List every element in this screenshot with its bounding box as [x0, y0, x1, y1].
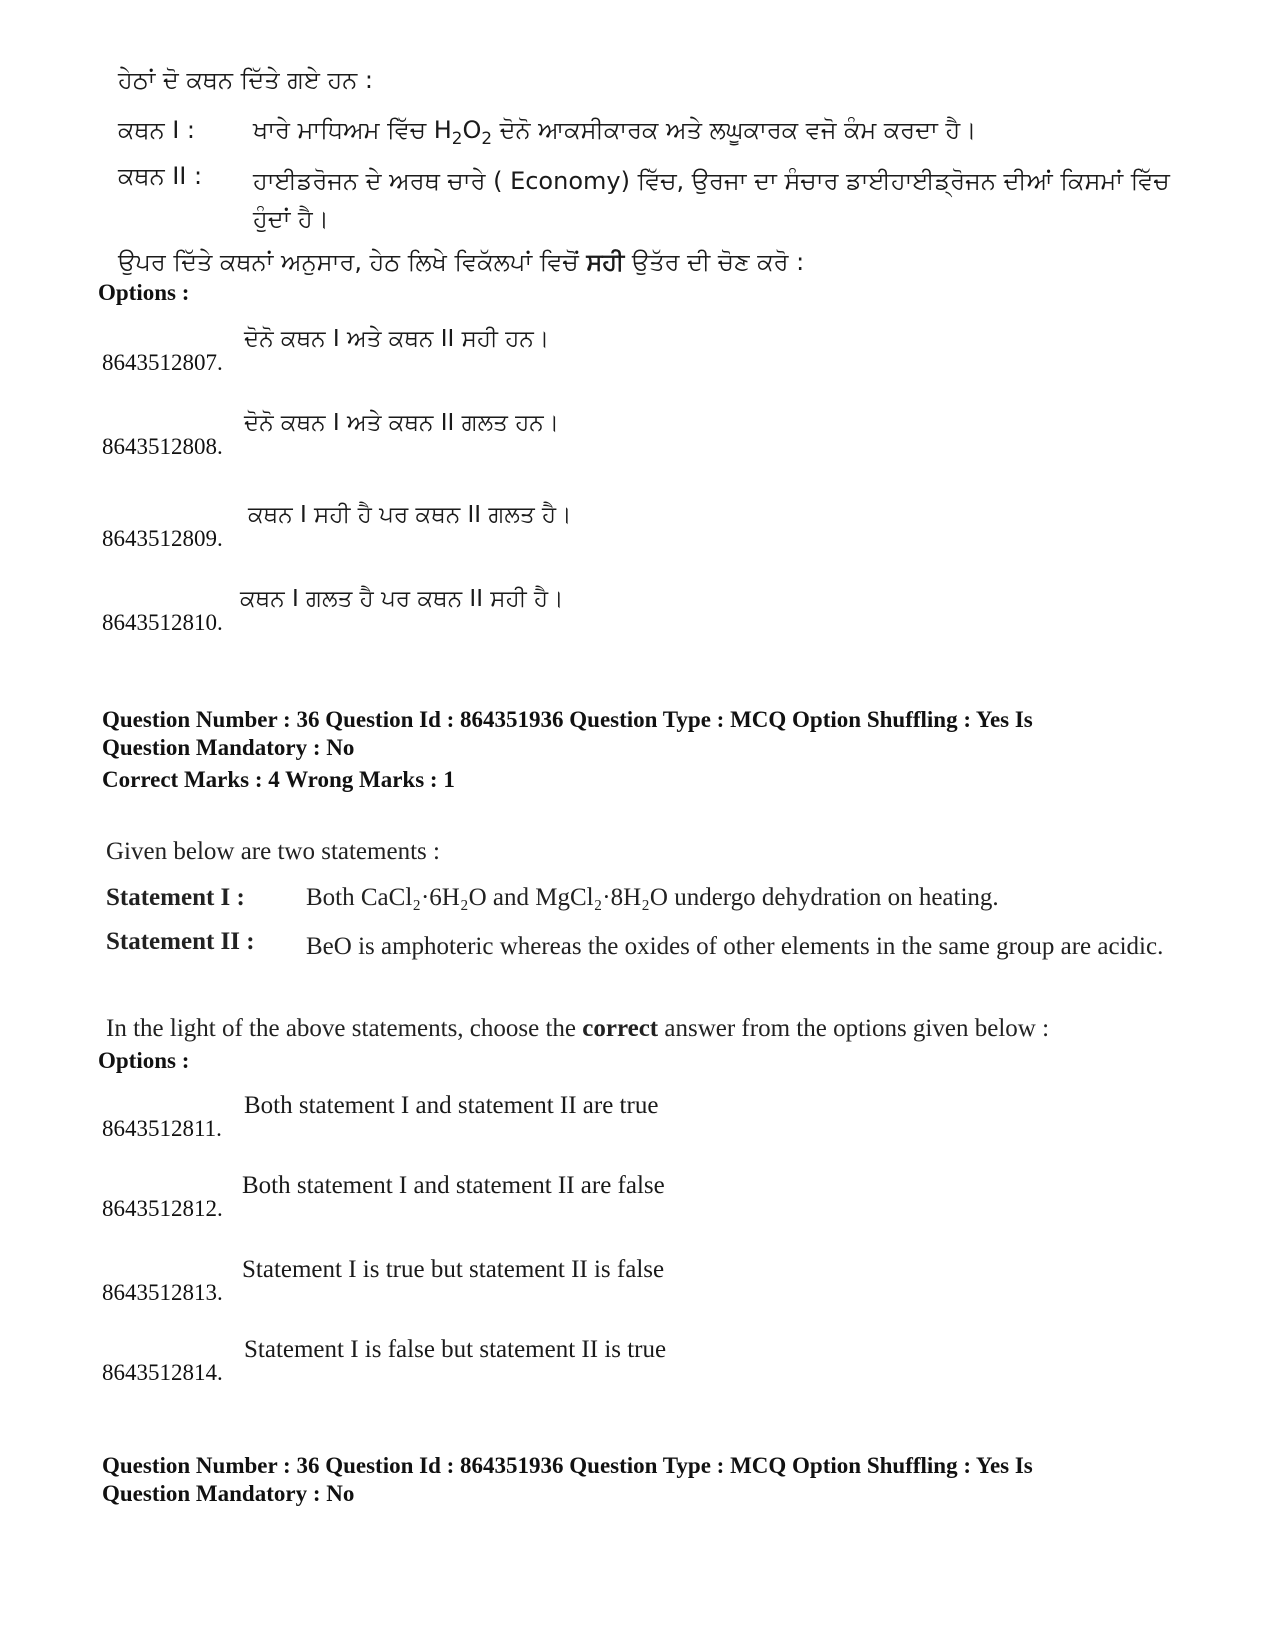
english-statement1-text: Both CaCl₂·6H₂O and MgCl₂·8H₂O undergo dehydration on heating.: [306, 884, 999, 911]
option-row[interactable]: [102, 326, 1202, 376]
punjabi-intro: ਹੇਠਾਂ ਦੋ ਕਥਨ ਦਿੱਤੇ ਗਏ ਹਨ :: [118, 66, 374, 94]
option-text: Both statement I and statement II are true: [244, 1092, 659, 1119]
question-header-line2: Question Mandatory : No: [102, 735, 355, 760]
option-text: ਕਥਨ I ਸਹੀ ਹੈ ਪਰ ਕਥਨ II ਗਲਤ ਹੈ।: [248, 502, 572, 528]
punjabi-statement1-text: ਖਾਰੇ ਮਾਧਿਅਮ ਵਿੱਚ $H_2O_2$ ਦੋਨੋ ਆਕਸੀਕਾਰਕ ਅਤੇ ਲਘੂਕਾਰਕ ਵਜੋ ਕੰਮ ਕਰਦਾ ਹੈ।: [253, 116, 977, 148]
option-id: 8643512812.: [102, 1196, 223, 1221]
option-row[interactable]: [102, 1092, 1202, 1142]
option-text: ਕਥਨ I ਗਲਤ ਹੈ ਪਰ ਕਥਨ II ਸਹੀ ਹੈ।: [240, 586, 564, 612]
question-header-line1: Question Number : 36 Question Id : 864351936 Question Type : MCQ Option Shuffling : Yes Is: [102, 1453, 1033, 1478]
question-header-line1: Question Number : 36 Question Id : 864351936 Question Type : MCQ Option Shuffling : Yes Is: [102, 707, 1033, 732]
question-header: [102, 1452, 1182, 1508]
english-statement2-label: Statement II :: [106, 928, 255, 955]
english-instruction: In the light of the above statements, choose the correct answer from the options given below :: [106, 1015, 1050, 1042]
punjabi-statement2-text: ਹਾਈਡਰੋਜਨ ਦੇ ਅਰਥ ਚਾਰੇ ( Economy) ਵਿੱਚ, ਉਰਜਾ ਦਾ ਸੰਚਾਰ ਡਾਈਹਾਈਡ੍ਰੋਜਨ ਦੀਆਂ ਕਿਸਮਾਂ ਵਿੱਚ ਹੁੰਦਾਂ ਹੈ।: [253, 167, 1170, 233]
question-marks: Correct Marks : 4 Wrong Marks : 1: [102, 767, 455, 792]
option-id: 8643512811.: [102, 1116, 222, 1141]
option-text: Both statement I and statement II are false: [242, 1172, 665, 1199]
option-id: 8643512808.: [102, 434, 223, 459]
question-header-line2: Question Mandatory : No: [102, 1481, 355, 1506]
option-id: 8643512813.: [102, 1280, 223, 1305]
option-id: 8643512814.: [102, 1360, 223, 1385]
option-id: 8643512810.: [102, 610, 223, 635]
english-statement2-text: BeO is amphoteric whereas the oxides of other elements in the same group are acidic.: [306, 933, 1164, 960]
option-id: 8643512807.: [102, 350, 223, 375]
option-text: Statement I is true but statement II is false: [242, 1256, 665, 1283]
english-statement1-label: Statement I :: [106, 884, 245, 911]
option-row[interactable]: [102, 1256, 1202, 1306]
option-text: Statement I is false but statement II is true: [244, 1336, 667, 1363]
punjabi-instruction: ਉਪਰ ਦਿੱਤੇ ਕਥਨਾਂ ਅਨੁਸਾਰ, ਹੇਠ ਲਿਖੇ ਵਿਕੱਲਪਾਂ ਵਿਚੋਂ ਸਹੀ ਉਤੱਰ ਦੀ ਚੋਣ ਕਰੋ :: [118, 248, 805, 276]
option-row[interactable]: [102, 410, 1202, 460]
options-label: Options :: [98, 280, 190, 305]
option-id: 8643512809.: [102, 526, 223, 551]
option-row[interactable]: [102, 1172, 1202, 1222]
question-header: [102, 706, 1182, 762]
option-row[interactable]: [102, 1336, 1202, 1386]
options-label: Options :: [98, 1048, 190, 1073]
option-row[interactable]: [102, 586, 1202, 636]
option-row[interactable]: [102, 502, 1202, 552]
punjabi-statement1-label: ਕਥਨ I :: [118, 116, 196, 144]
english-intro: Given below are two statements :: [106, 838, 440, 865]
option-text: ਦੋਨੋ ਕਥਨ I ਅਤੇ ਕਥਨ II ਸਹੀ ਹਨ।: [244, 326, 550, 352]
punjabi-statement2-label: ਕਥਨ II :: [118, 162, 203, 190]
option-text: ਦੋਨੋ ਕਥਨ I ਅਤੇ ਕਥਨ II ਗਲਤ ਹਨ।: [244, 410, 560, 436]
